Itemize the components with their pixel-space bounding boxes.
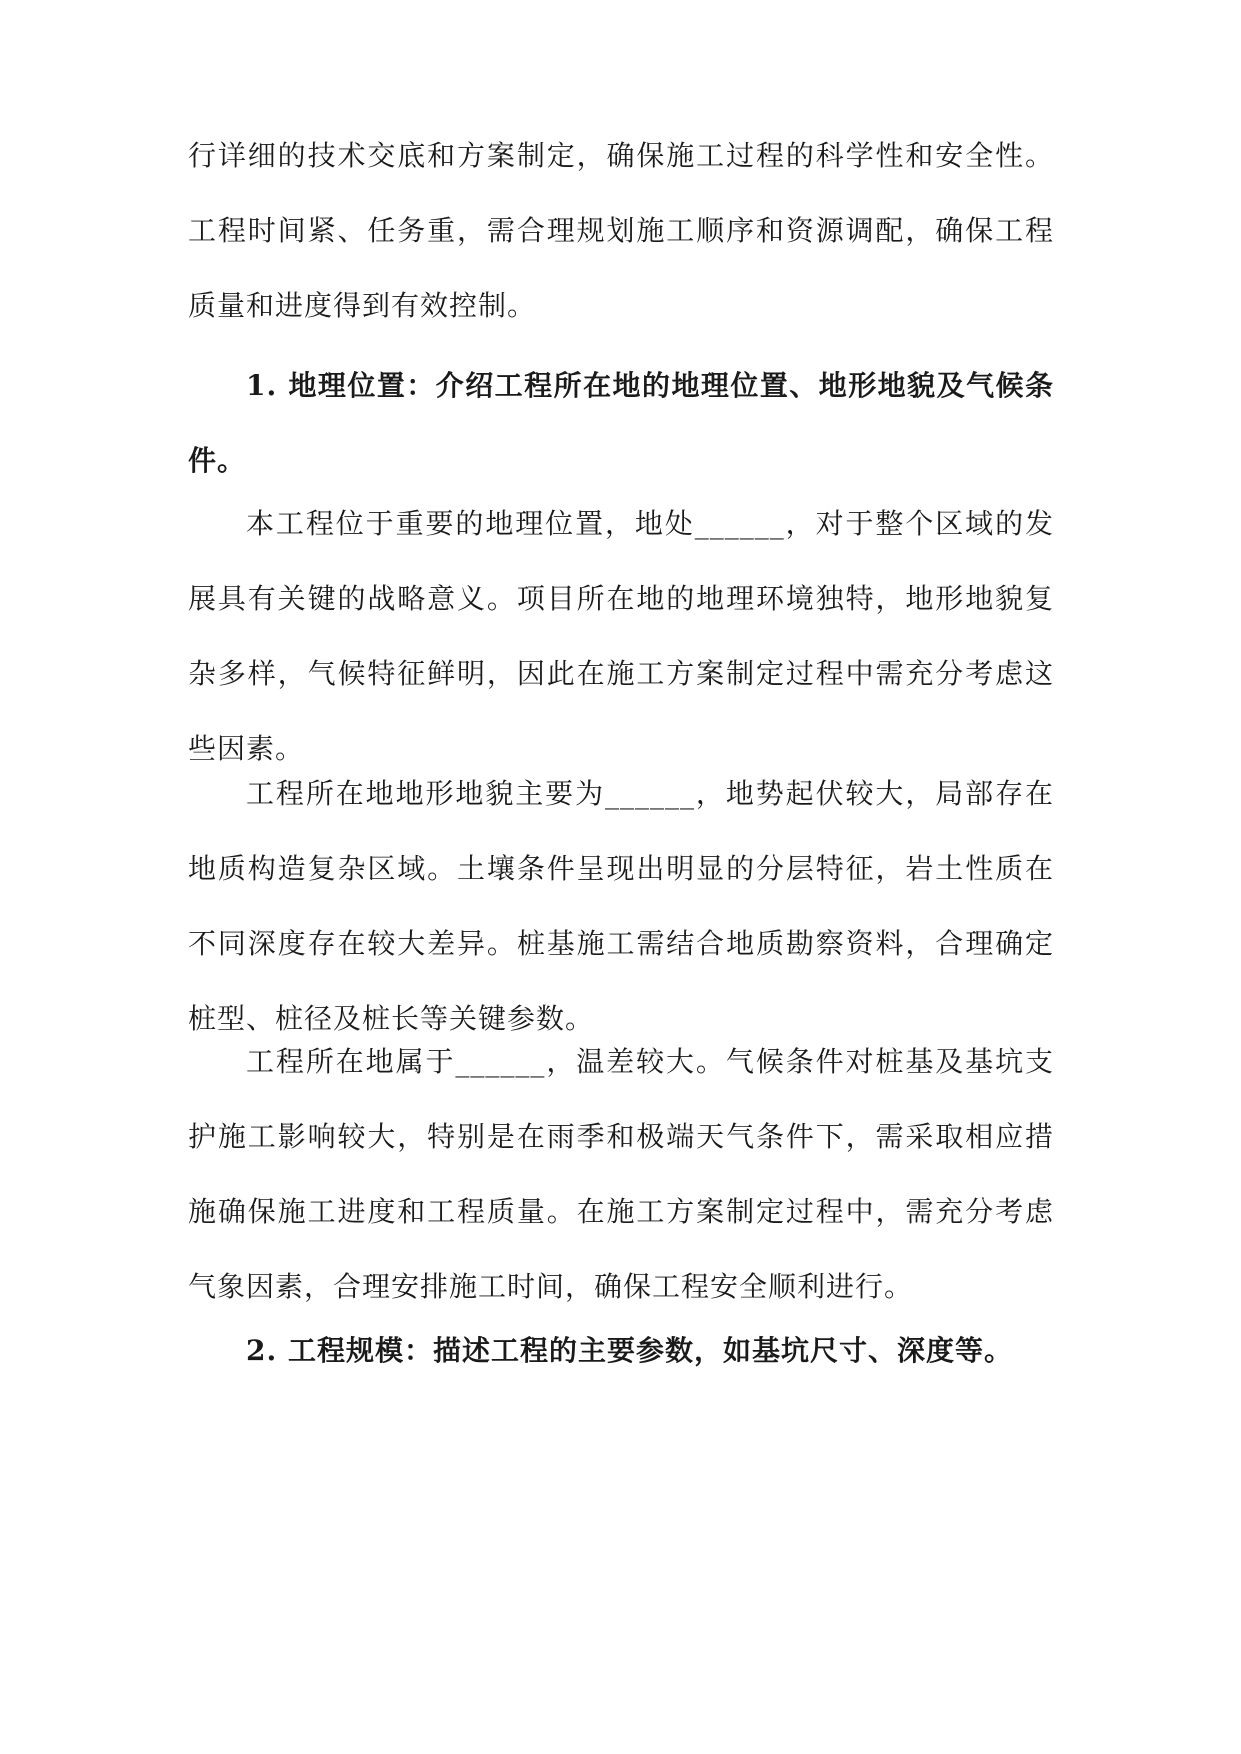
terrain-paragraph: 工程所在地地形地貌主要为______，地势起伏较大，局部存在地质构造复杂区域。土壤条件呈现出明显的分层特征，岩土性质在不同深度存在较大差异。桩基施工需结合地质勘察资料，合理确定桩型、桩径及桩长等关键参数。 xyxy=(188,777,1054,1035)
section-heading-1: 1. 地理位置：介绍工程所在地的地理位置、地形地貌及气候条件。 xyxy=(188,369,1054,477)
section-heading-2: 2. 工程规模：描述工程的主要参数，如基坑尺寸、深度等。 xyxy=(246,1334,1013,1367)
intro-paragraph: 行详细的技术交底和方案制定，确保施工过程的科学性和安全性。工程时间紧、任务重，需合理规划施工顺序和资源调配，确保工程质量和进度得到有效控制。 xyxy=(188,139,1054,322)
geography-paragraph: 本工程位于重要的地理位置，地处______，对于整个区域的发展具有关键的战略意义。项目所在地的地理环境独特，地形地貌复杂多样，气候特征鲜明，因此在施工方案制定过程中需充分考虑这些因素。 xyxy=(188,507,1054,765)
climate-paragraph: 工程所在地属于______，温差较大。气候条件对桩基及基坑支护施工影响较大，特别是在雨季和极端天气条件下，需采取相应措施确保施工进度和工程质量。在施工方案制定过程中，需充分考虑气象因素，合理安排施工时间，确保工程安全顺利进行。 xyxy=(188,1045,1054,1303)
